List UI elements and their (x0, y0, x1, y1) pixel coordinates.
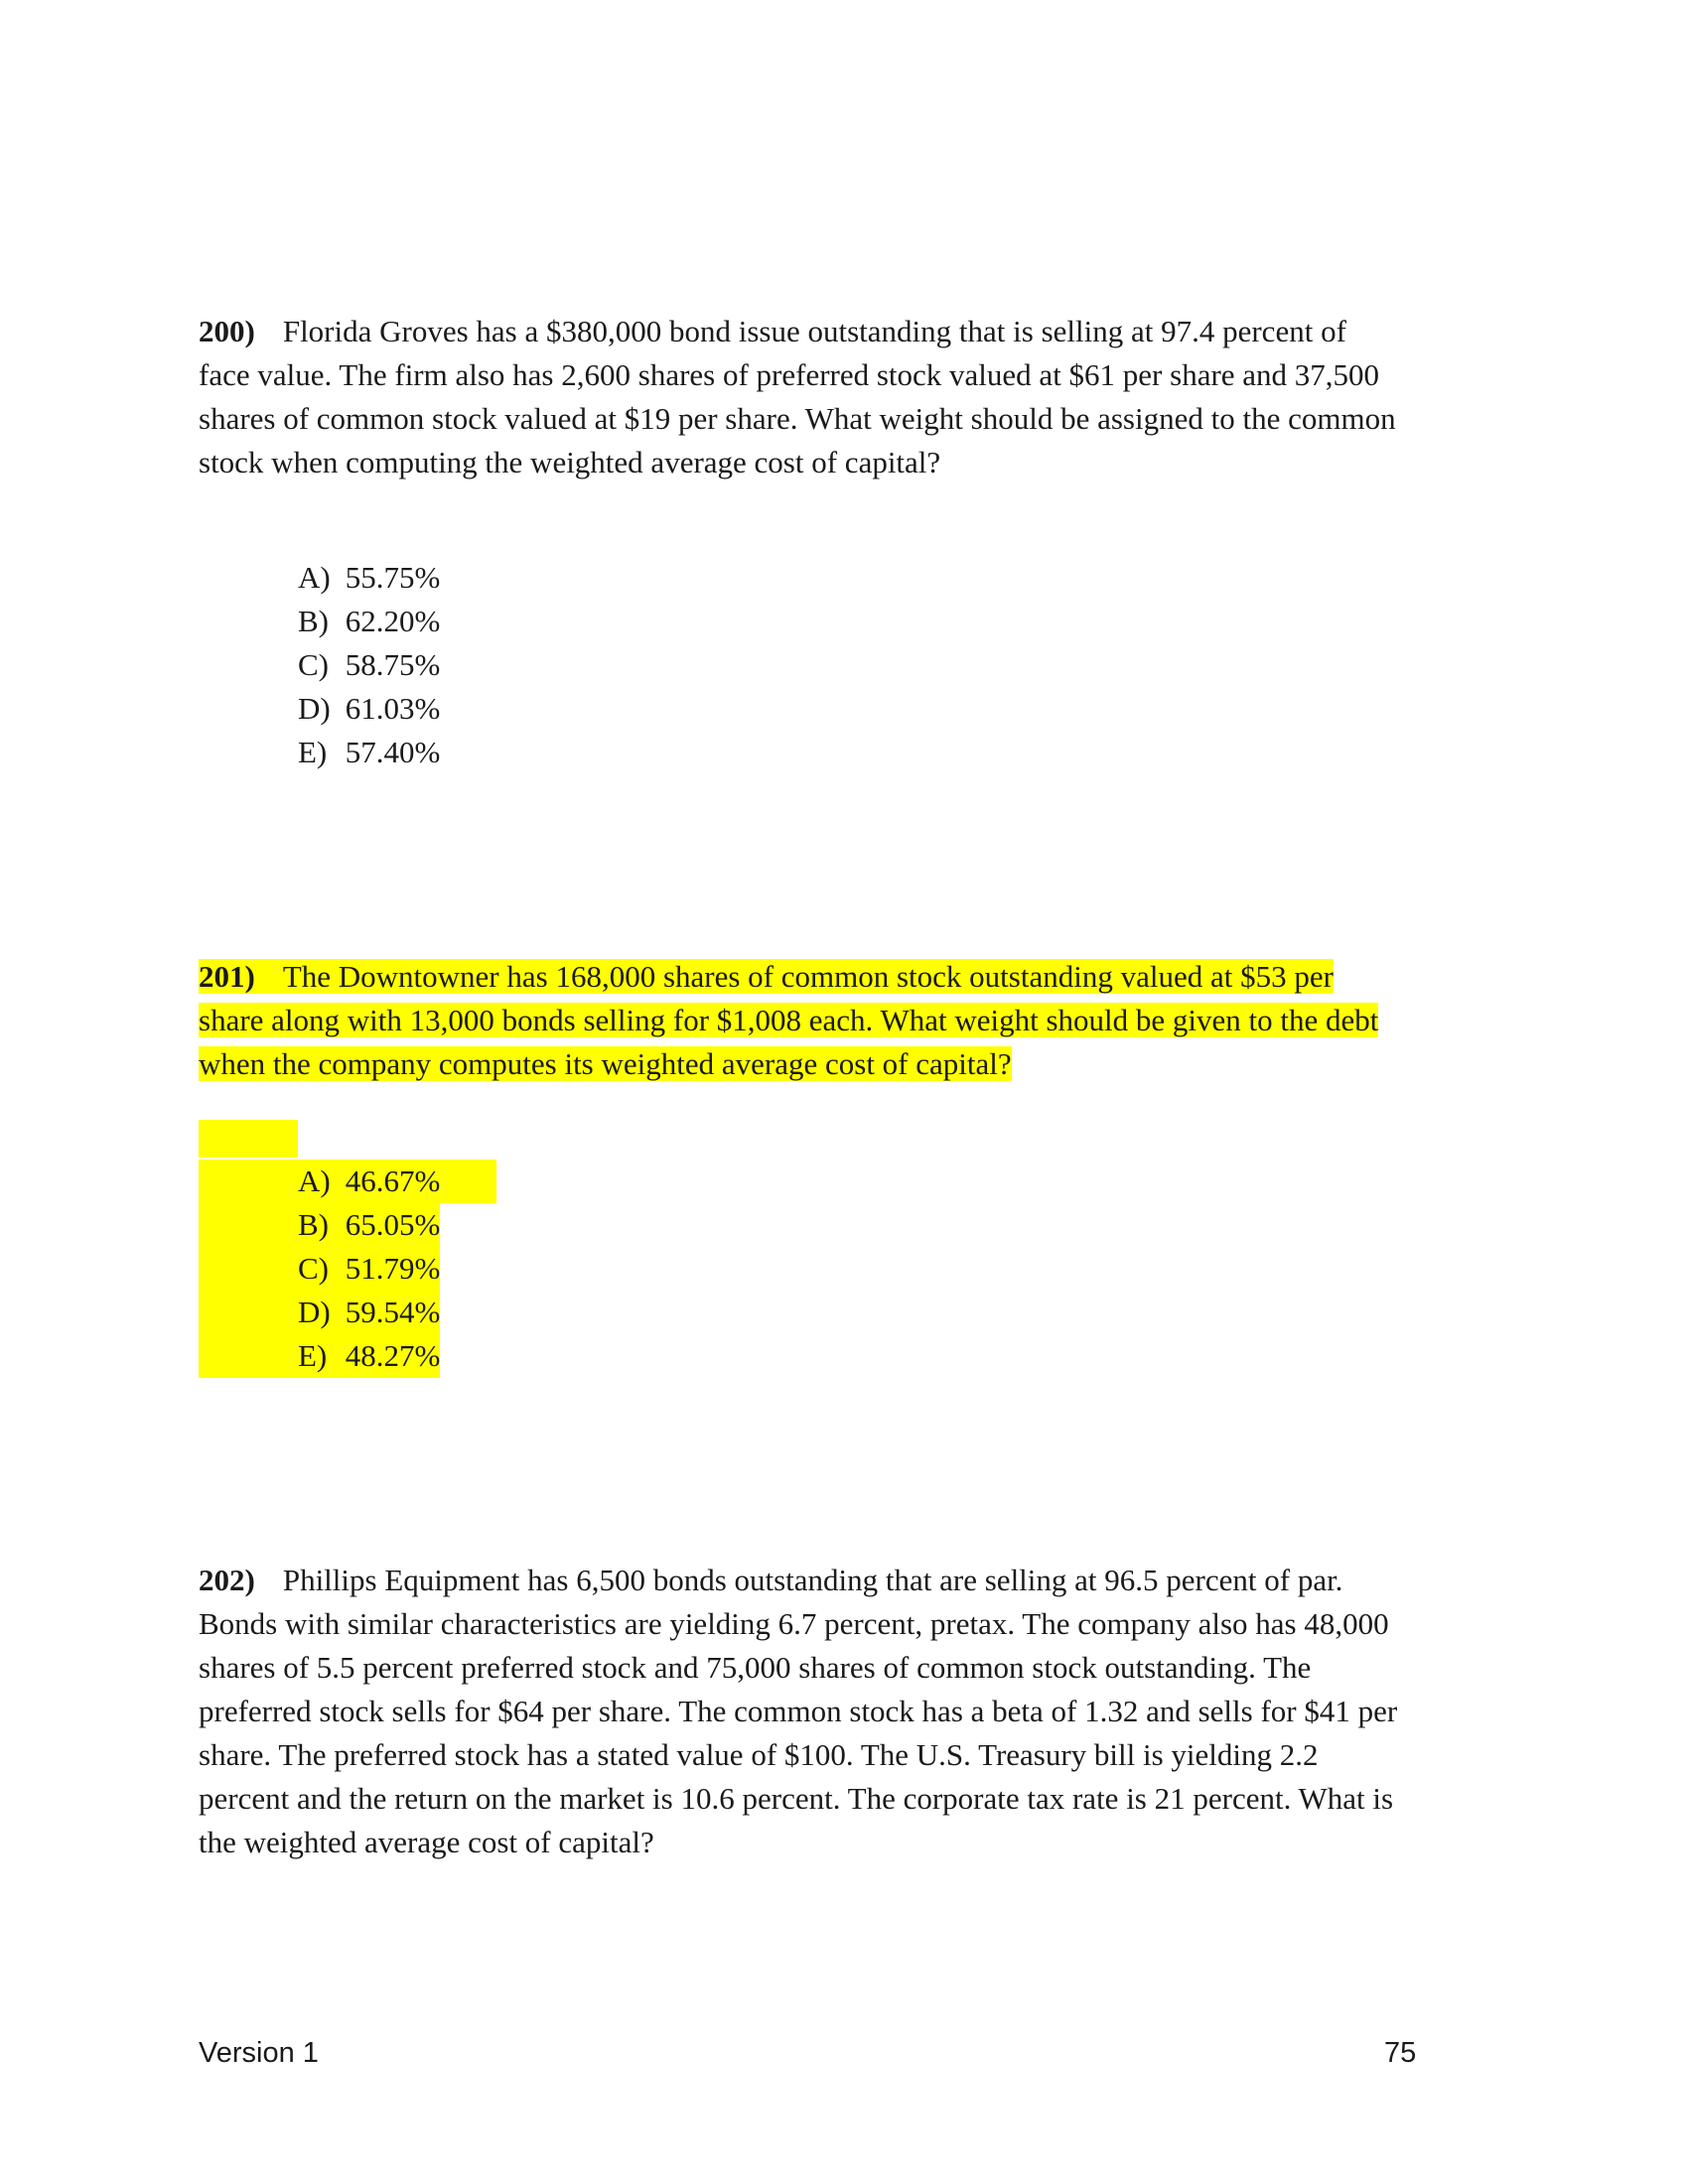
question-number: 200) (199, 314, 255, 348)
highlighted-text: share along with 13,000 bonds selling for $1,008 each. What weight should be given to the debt (199, 1003, 1379, 1037)
question-text-line: share. The preferred stock has a stated value of $100. The U.S. Treasury bill is yielding 2.2 (199, 1737, 1319, 1772)
question-text-line: the weighted average cost of capital? (199, 1825, 654, 1859)
question-201 (199, 955, 1489, 1086)
answer-choice[interactable]: A) 46.67% (199, 1160, 496, 1203)
answer-choice-row (199, 1247, 496, 1291)
answer-choice[interactable]: D) 61.03% (298, 691, 441, 726)
answer-choice[interactable]: B) 62.20% (298, 604, 441, 638)
answer-choices-200 (199, 556, 440, 774)
question-text-line (199, 1042, 1489, 1086)
question-text-line: 202) Phillips Equipment has 6,500 bonds outstanding that are selling at 96.5 percent of par. (199, 1563, 1343, 1597)
question-text-line: preferred stock sells for $64 per share. The common stock has a beta of 1.32 and sells for $41 per (199, 1694, 1398, 1728)
question-202 (199, 1559, 1489, 1864)
question-text-line (199, 999, 1489, 1042)
answer-choice[interactable]: E) 57.40% (298, 735, 441, 769)
question-text-line: stock when computing the weighted average cost of capital? (199, 445, 941, 479)
answer-choice[interactable]: D) 59.54% (199, 1291, 440, 1334)
answer-choice[interactable]: B) 65.05% (199, 1203, 440, 1247)
question-number: 201) (199, 959, 255, 994)
answer-choice-row (199, 1203, 496, 1247)
answer-choice-row (199, 1160, 496, 1203)
footer-page-number: 75 (1384, 2037, 1417, 2069)
highlighted-text: when the company computes its weighted average cost of capital? (199, 1046, 1012, 1081)
question-text-line: percent and the return on the market is 10.6 percent. The corporate tax rate is 21 percent. What is (199, 1781, 1394, 1816)
question-text-line: face value. The firm also has 2,600 shares of preferred stock valued at $61 per share and 37,500 (199, 357, 1380, 392)
answer-choices-201 (199, 1160, 496, 1378)
answer-choice[interactable]: E) 48.27% (199, 1334, 440, 1378)
answer-choice-row (199, 1334, 496, 1378)
answer-choice[interactable]: C) 58.75% (298, 647, 441, 682)
question-number: 202) (199, 1563, 255, 1597)
question-200 (199, 310, 1489, 484)
answer-choice[interactable]: C) 51.79% (199, 1247, 440, 1291)
answer-choice-row (199, 1291, 496, 1334)
question-text-line: shares of common stock valued at $19 per share. What weight should be assigned to the common (199, 401, 1396, 436)
highlight-block (199, 1120, 298, 1158)
question-text-line: 200) Florida Groves has a $380,000 bond issue outstanding that is selling at 97.4 percent of (199, 314, 1346, 348)
question-text-line: Bonds with similar characteristics are yielding 6.7 percent, pretax. The company also has 48,000 (199, 1606, 1389, 1641)
question-text-line (199, 955, 1489, 999)
highlighted-text: 201) The Downtowner has 168,000 shares of common stock outstanding valued at $53 per (199, 959, 1334, 994)
question-text-line: shares of 5.5 percent preferred stock and 75,000 shares of common stock outstanding. The (199, 1650, 1312, 1685)
footer-version: Version 1 (199, 2037, 319, 2069)
answer-choice[interactable]: A) 55.75% (298, 560, 441, 595)
